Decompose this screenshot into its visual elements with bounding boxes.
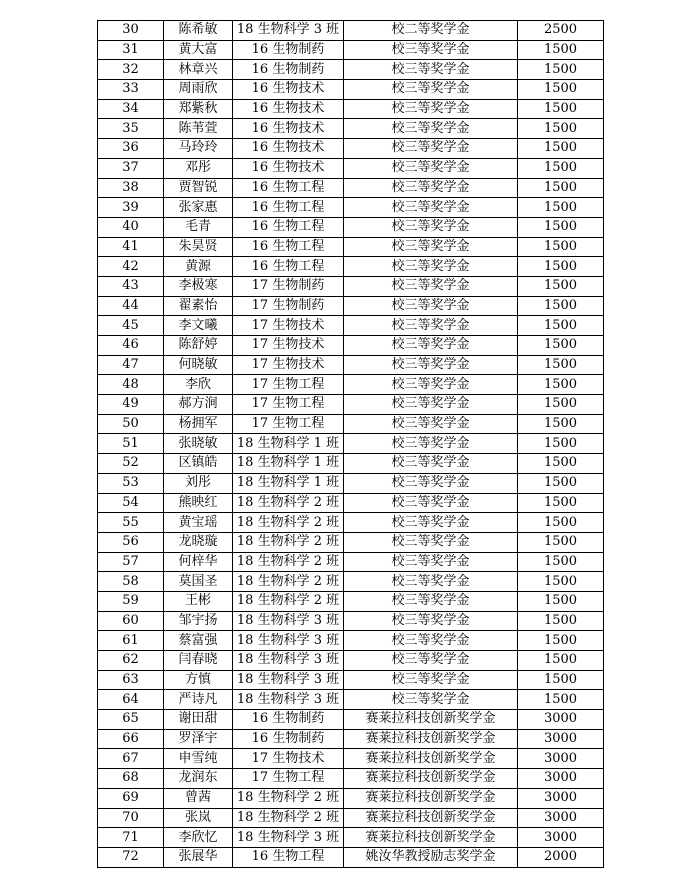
row-number-cell: 63 [98, 670, 164, 690]
scholarship-name-cell: 校三等奖学金 [344, 198, 518, 218]
amount-cell: 1500 [518, 552, 604, 572]
class-cell: 16 生物工程 [233, 178, 344, 198]
amount-cell: 1500 [518, 276, 604, 296]
table-row [98, 710, 604, 730]
student-name-cell: 邓彤 [164, 158, 233, 178]
student-name-cell: 张晓敏 [164, 434, 233, 454]
scholarship-name-cell: 校三等奖学金 [344, 434, 518, 454]
table-row [98, 395, 604, 415]
student-name-cell: 陈舒婷 [164, 336, 233, 356]
class-cell: 16 生物工程 [233, 257, 344, 277]
amount-cell: 1500 [518, 454, 604, 474]
row-number-cell: 72 [98, 847, 164, 867]
amount-cell: 1500 [518, 591, 604, 611]
scholarship-name-cell: 校三等奖学金 [344, 217, 518, 237]
amount-cell: 3000 [518, 828, 604, 848]
scholarship-name-cell: 校三等奖学金 [344, 493, 518, 513]
scholarship-name-cell: 校三等奖学金 [344, 591, 518, 611]
class-cell: 17 生物制药 [233, 276, 344, 296]
amount-cell: 1500 [518, 80, 604, 100]
class-cell: 18 生物科学 2 班 [233, 552, 344, 572]
scholarship-name-cell: 校三等奖学金 [344, 670, 518, 690]
amount-cell: 1500 [518, 158, 604, 178]
row-number-cell: 42 [98, 257, 164, 277]
row-number-cell: 45 [98, 316, 164, 336]
row-number-cell: 43 [98, 276, 164, 296]
row-number-cell: 33 [98, 80, 164, 100]
table-row [98, 847, 604, 867]
scholarship-name-cell: 校三等奖学金 [344, 296, 518, 316]
student-name-cell: 黄大富 [164, 40, 233, 60]
table-row [98, 690, 604, 710]
scholarship-name-cell: 校三等奖学金 [344, 513, 518, 533]
row-number-cell: 36 [98, 139, 164, 159]
table-row [98, 178, 604, 198]
amount-cell: 1500 [518, 296, 604, 316]
table-row [98, 336, 604, 356]
class-cell: 16 生物制药 [233, 729, 344, 749]
scholarship-name-cell: 校三等奖学金 [344, 257, 518, 277]
table-row [98, 473, 604, 493]
scholarship-name-cell: 校三等奖学金 [344, 119, 518, 139]
table-row [98, 591, 604, 611]
row-number-cell: 61 [98, 631, 164, 651]
table-body [98, 21, 604, 868]
student-name-cell: 林章兴 [164, 60, 233, 80]
row-number-cell: 66 [98, 729, 164, 749]
class-cell: 18 生物科学 2 班 [233, 808, 344, 828]
row-number-cell: 71 [98, 828, 164, 848]
scholarship-name-cell: 校三等奖学金 [344, 552, 518, 572]
student-name-cell: 龙晓璇 [164, 532, 233, 552]
table-row [98, 296, 604, 316]
scholarship-name-cell: 校三等奖学金 [344, 395, 518, 415]
row-number-cell: 60 [98, 611, 164, 631]
amount-cell: 1500 [518, 651, 604, 671]
row-number-cell: 70 [98, 808, 164, 828]
student-name-cell: 闫春晓 [164, 651, 233, 671]
scholarship-name-cell: 校三等奖学金 [344, 99, 518, 119]
class-cell: 17 生物工程 [233, 395, 344, 415]
amount-cell: 2000 [518, 847, 604, 867]
amount-cell: 1500 [518, 611, 604, 631]
table-row [98, 828, 604, 848]
table-row [98, 414, 604, 434]
student-name-cell: 邹宇扬 [164, 611, 233, 631]
amount-cell: 1500 [518, 532, 604, 552]
class-cell: 18 生物科学 1 班 [233, 434, 344, 454]
row-number-cell: 39 [98, 198, 164, 218]
amount-cell: 1500 [518, 434, 604, 454]
amount-cell: 1500 [518, 395, 604, 415]
amount-cell: 1500 [518, 217, 604, 237]
row-number-cell: 55 [98, 513, 164, 533]
scholarship-name-cell: 校三等奖学金 [344, 139, 518, 159]
class-cell: 17 生物技术 [233, 355, 344, 375]
amount-cell: 1500 [518, 60, 604, 80]
amount-cell: 1500 [518, 257, 604, 277]
table-row [98, 60, 604, 80]
amount-cell: 3000 [518, 808, 604, 828]
scholarship-name-cell: 校三等奖学金 [344, 178, 518, 198]
scholarship-name-cell: 校三等奖学金 [344, 454, 518, 474]
table-row [98, 21, 604, 41]
class-cell: 18 生物科学 2 班 [233, 572, 344, 592]
class-cell: 16 生物技术 [233, 99, 344, 119]
amount-cell: 3000 [518, 749, 604, 769]
amount-cell: 1500 [518, 336, 604, 356]
table-row [98, 513, 604, 533]
scholarship-name-cell: 校三等奖学金 [344, 237, 518, 257]
scholarship-name-cell: 赛莱拉科技创新奖学金 [344, 808, 518, 828]
student-name-cell: 陈希敏 [164, 21, 233, 41]
row-number-cell: 40 [98, 217, 164, 237]
class-cell: 18 生物科学 3 班 [233, 690, 344, 710]
row-number-cell: 46 [98, 336, 164, 356]
scholarship-name-cell: 校三等奖学金 [344, 80, 518, 100]
table-row [98, 769, 604, 789]
row-number-cell: 49 [98, 395, 164, 415]
table-row [98, 552, 604, 572]
table-row [98, 749, 604, 769]
scholarship-name-cell: 校三等奖学金 [344, 158, 518, 178]
row-number-cell: 58 [98, 572, 164, 592]
student-name-cell: 张展华 [164, 847, 233, 867]
scholarship-name-cell: 赛莱拉科技创新奖学金 [344, 788, 518, 808]
row-number-cell: 64 [98, 690, 164, 710]
row-number-cell: 48 [98, 375, 164, 395]
table-row [98, 80, 604, 100]
table-row [98, 572, 604, 592]
scholarship-name-cell: 校三等奖学金 [344, 355, 518, 375]
row-number-cell: 52 [98, 454, 164, 474]
student-name-cell: 区镇皓 [164, 454, 233, 474]
class-cell: 16 生物制药 [233, 60, 344, 80]
class-cell: 18 生物科学 1 班 [233, 454, 344, 474]
table-row [98, 355, 604, 375]
amount-cell: 3000 [518, 710, 604, 730]
student-name-cell: 李欣忆 [164, 828, 233, 848]
student-name-cell: 陈苇萱 [164, 119, 233, 139]
row-number-cell: 51 [98, 434, 164, 454]
class-cell: 18 生物科学 1 班 [233, 473, 344, 493]
student-name-cell: 李欣 [164, 375, 233, 395]
student-name-cell: 黄源 [164, 257, 233, 277]
student-name-cell: 黄宝瑶 [164, 513, 233, 533]
amount-cell: 1500 [518, 178, 604, 198]
student-name-cell: 郑紫秋 [164, 99, 233, 119]
row-number-cell: 35 [98, 119, 164, 139]
table-row [98, 257, 604, 277]
scholarship-name-cell: 姚汝华教授励志奖学金 [344, 847, 518, 867]
student-name-cell: 杨拥军 [164, 414, 233, 434]
class-cell: 17 生物技术 [233, 749, 344, 769]
scholarship-name-cell: 赛莱拉科技创新奖学金 [344, 729, 518, 749]
scholarship-name-cell: 赛莱拉科技创新奖学金 [344, 710, 518, 730]
scholarship-name-cell: 校三等奖学金 [344, 473, 518, 493]
student-name-cell: 周雨欣 [164, 80, 233, 100]
row-number-cell: 32 [98, 60, 164, 80]
table-row [98, 808, 604, 828]
scholarship-table [97, 20, 604, 868]
row-number-cell: 37 [98, 158, 164, 178]
amount-cell: 1500 [518, 670, 604, 690]
scholarship-name-cell: 赛莱拉科技创新奖学金 [344, 828, 518, 848]
table-row [98, 532, 604, 552]
row-number-cell: 38 [98, 178, 164, 198]
scholarship-name-cell: 校三等奖学金 [344, 651, 518, 671]
class-cell: 18 生物科学 2 班 [233, 591, 344, 611]
table-row [98, 158, 604, 178]
row-number-cell: 68 [98, 769, 164, 789]
scholarship-name-cell: 校三等奖学金 [344, 532, 518, 552]
student-name-cell: 曾茜 [164, 788, 233, 808]
amount-cell: 3000 [518, 769, 604, 789]
student-name-cell: 何晓敏 [164, 355, 233, 375]
table-row [98, 670, 604, 690]
amount-cell: 1500 [518, 40, 604, 60]
table-row [98, 434, 604, 454]
student-name-cell: 刘彤 [164, 473, 233, 493]
class-cell: 17 生物工程 [233, 375, 344, 395]
table-row [98, 651, 604, 671]
scholarship-name-cell: 校三等奖学金 [344, 336, 518, 356]
class-cell: 16 生物工程 [233, 198, 344, 218]
scholarship-name-cell: 校三等奖学金 [344, 276, 518, 296]
class-cell: 18 生物科学 3 班 [233, 21, 344, 41]
class-cell: 18 生物科学 2 班 [233, 513, 344, 533]
class-cell: 16 生物技术 [233, 119, 344, 139]
row-number-cell: 62 [98, 651, 164, 671]
amount-cell: 1500 [518, 355, 604, 375]
student-name-cell: 张家惠 [164, 198, 233, 218]
row-number-cell: 30 [98, 21, 164, 41]
amount-cell: 1500 [518, 375, 604, 395]
table-row [98, 99, 604, 119]
table-row [98, 611, 604, 631]
row-number-cell: 67 [98, 749, 164, 769]
amount-cell: 1500 [518, 572, 604, 592]
student-name-cell: 莫国圣 [164, 572, 233, 592]
student-name-cell: 方慎 [164, 670, 233, 690]
amount-cell: 1500 [518, 316, 604, 336]
scholarship-name-cell: 校三等奖学金 [344, 572, 518, 592]
student-name-cell: 谢田甜 [164, 710, 233, 730]
scholarship-name-cell: 校二等奖学金 [344, 21, 518, 41]
student-name-cell: 张岚 [164, 808, 233, 828]
scholarship-name-cell: 校三等奖学金 [344, 40, 518, 60]
student-name-cell: 王彬 [164, 591, 233, 611]
scholarship-name-cell: 校三等奖学金 [344, 60, 518, 80]
row-number-cell: 65 [98, 710, 164, 730]
row-number-cell: 59 [98, 591, 164, 611]
scholarship-name-cell: 校三等奖学金 [344, 631, 518, 651]
row-number-cell: 31 [98, 40, 164, 60]
table-row [98, 198, 604, 218]
student-name-cell: 马玲玲 [164, 139, 233, 159]
scholarship-name-cell: 校三等奖学金 [344, 375, 518, 395]
student-name-cell: 蔡富强 [164, 631, 233, 651]
table-row [98, 276, 604, 296]
student-name-cell: 龙润东 [164, 769, 233, 789]
class-cell: 16 生物技术 [233, 80, 344, 100]
table-row [98, 729, 604, 749]
table-row [98, 139, 604, 159]
class-cell: 16 生物工程 [233, 237, 344, 257]
amount-cell: 1500 [518, 139, 604, 159]
student-name-cell: 李极寒 [164, 276, 233, 296]
row-number-cell: 53 [98, 473, 164, 493]
row-number-cell: 50 [98, 414, 164, 434]
table-row [98, 788, 604, 808]
amount-cell: 1500 [518, 237, 604, 257]
class-cell: 18 生物科学 2 班 [233, 788, 344, 808]
table-row [98, 119, 604, 139]
row-number-cell: 56 [98, 532, 164, 552]
table-row [98, 40, 604, 60]
amount-cell: 1500 [518, 493, 604, 513]
student-name-cell: 何梓华 [164, 552, 233, 572]
student-name-cell: 贾智锐 [164, 178, 233, 198]
class-cell: 16 生物制药 [233, 40, 344, 60]
student-name-cell: 熊映红 [164, 493, 233, 513]
student-name-cell: 毛青 [164, 217, 233, 237]
amount-cell: 1500 [518, 414, 604, 434]
row-number-cell: 44 [98, 296, 164, 316]
scholarship-name-cell: 赛莱拉科技创新奖学金 [344, 749, 518, 769]
amount-cell: 2500 [518, 21, 604, 41]
scholarship-name-cell: 校三等奖学金 [344, 690, 518, 710]
amount-cell: 1500 [518, 198, 604, 218]
class-cell: 18 生物科学 3 班 [233, 828, 344, 848]
student-name-cell: 严诗凡 [164, 690, 233, 710]
class-cell: 16 生物制药 [233, 710, 344, 730]
table-row [98, 493, 604, 513]
amount-cell: 1500 [518, 99, 604, 119]
class-cell: 16 生物工程 [233, 847, 344, 867]
row-number-cell: 57 [98, 552, 164, 572]
table-row [98, 631, 604, 651]
class-cell: 16 生物技术 [233, 158, 344, 178]
class-cell: 18 生物科学 2 班 [233, 493, 344, 513]
row-number-cell: 69 [98, 788, 164, 808]
class-cell: 17 生物工程 [233, 769, 344, 789]
student-name-cell: 李文曦 [164, 316, 233, 336]
class-cell: 16 生物工程 [233, 217, 344, 237]
table-row [98, 316, 604, 336]
student-name-cell: 罗泽宇 [164, 729, 233, 749]
amount-cell: 1500 [518, 631, 604, 651]
amount-cell: 3000 [518, 788, 604, 808]
student-name-cell: 翟素怡 [164, 296, 233, 316]
class-cell: 17 生物制药 [233, 296, 344, 316]
class-cell: 18 生物科学 3 班 [233, 651, 344, 671]
student-name-cell: 朱昊贤 [164, 237, 233, 257]
class-cell: 17 生物技术 [233, 316, 344, 336]
scholarship-name-cell: 校三等奖学金 [344, 316, 518, 336]
amount-cell: 1500 [518, 473, 604, 493]
amount-cell: 3000 [518, 729, 604, 749]
class-cell: 18 生物科学 3 班 [233, 611, 344, 631]
row-number-cell: 41 [98, 237, 164, 257]
row-number-cell: 54 [98, 493, 164, 513]
amount-cell: 1500 [518, 690, 604, 710]
table-row [98, 375, 604, 395]
scholarship-name-cell: 校三等奖学金 [344, 414, 518, 434]
class-cell: 18 生物科学 2 班 [233, 532, 344, 552]
class-cell: 17 生物技术 [233, 336, 344, 356]
table-row [98, 237, 604, 257]
student-name-cell: 郝方涧 [164, 395, 233, 415]
amount-cell: 1500 [518, 119, 604, 139]
row-number-cell: 47 [98, 355, 164, 375]
row-number-cell: 34 [98, 99, 164, 119]
scholarship-name-cell: 校三等奖学金 [344, 611, 518, 631]
class-cell: 18 生物科学 3 班 [233, 631, 344, 651]
scholarship-name-cell: 赛莱拉科技创新奖学金 [344, 769, 518, 789]
amount-cell: 1500 [518, 513, 604, 533]
class-cell: 18 生物科学 3 班 [233, 670, 344, 690]
table-row [98, 454, 604, 474]
class-cell: 16 生物技术 [233, 139, 344, 159]
class-cell: 17 生物工程 [233, 414, 344, 434]
table-row [98, 217, 604, 237]
student-name-cell: 申雪纯 [164, 749, 233, 769]
